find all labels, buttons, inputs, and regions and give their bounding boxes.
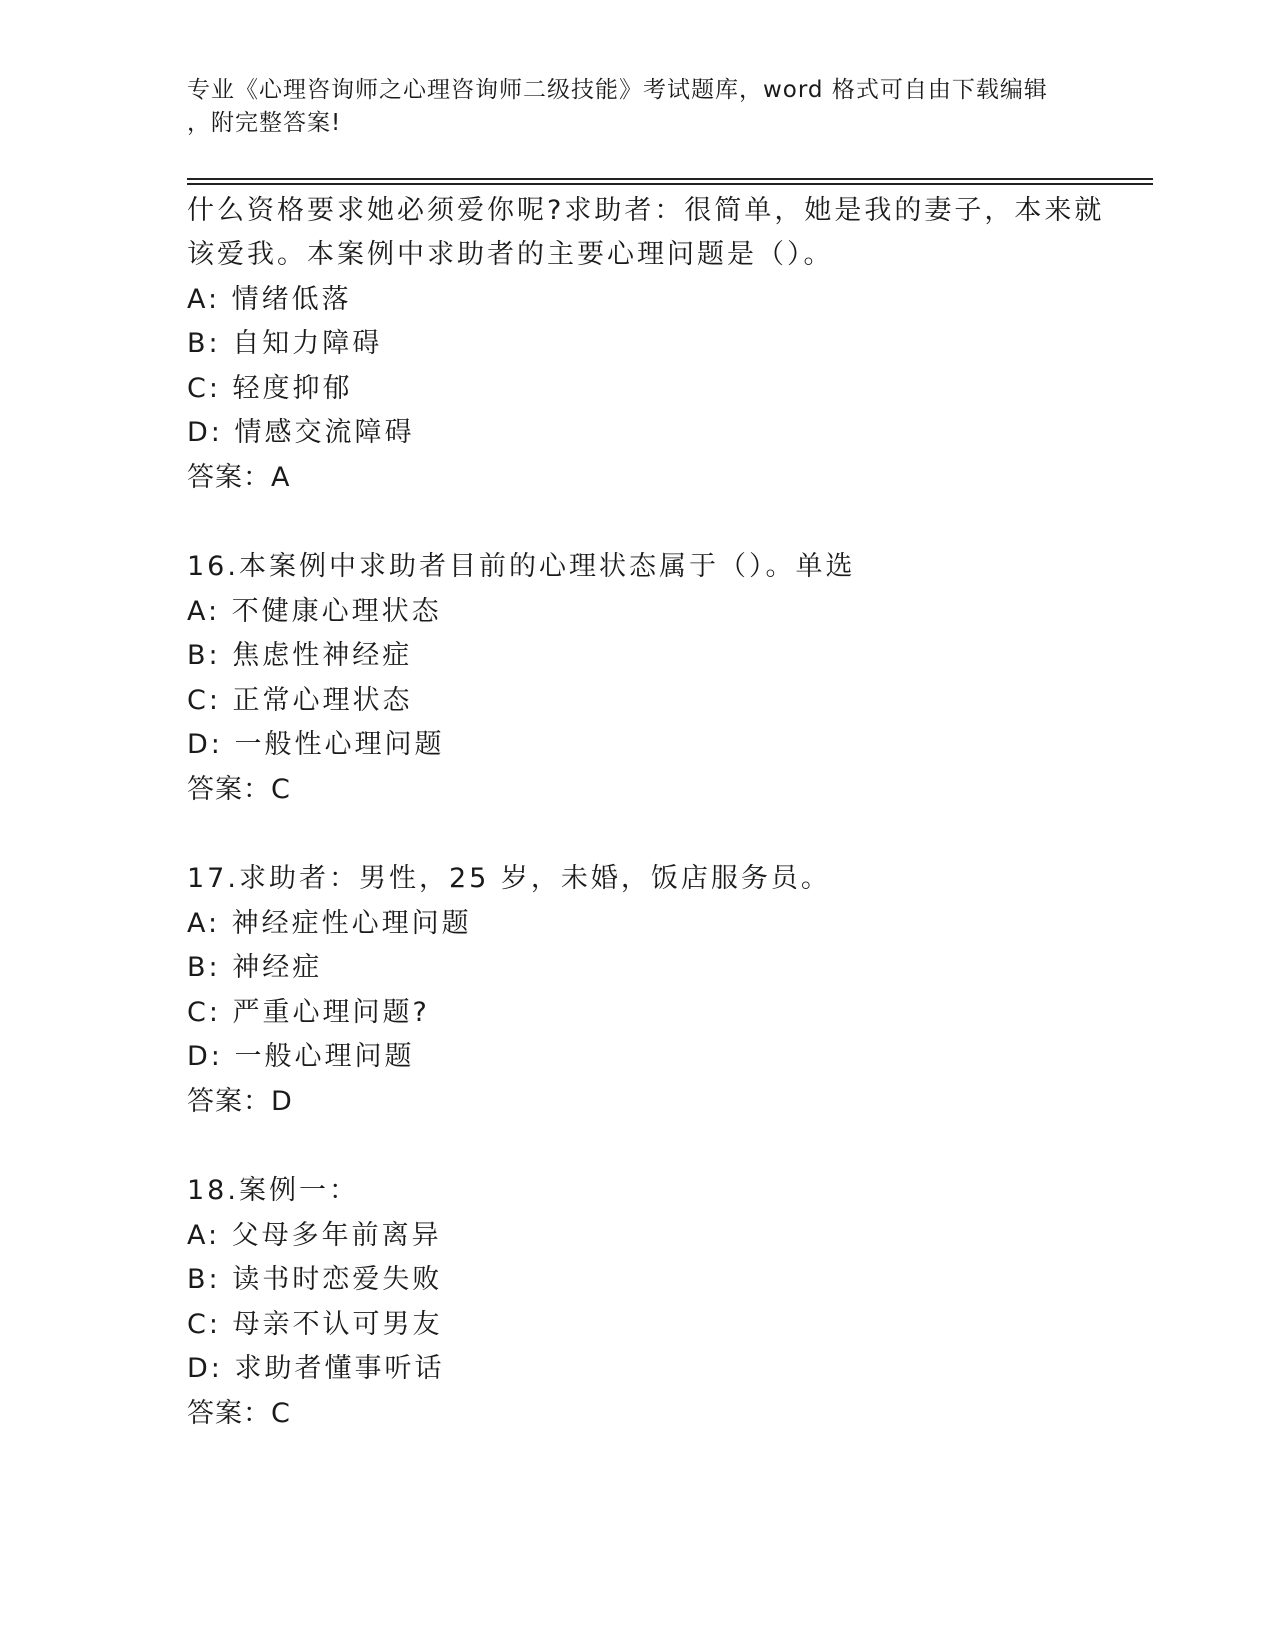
question-15-option-a: A: 情绪低落: [187, 284, 352, 315]
question-18-stem: 18.案例一：: [187, 1175, 359, 1206]
header-divider-top: [187, 178, 1153, 180]
question-17-option-d: D: 一般心理问题: [187, 1041, 415, 1072]
question-17-option-b: B: 神经症: [187, 952, 323, 983]
question-18-answer: 答案：C: [187, 1398, 291, 1429]
header-line-1: 专业《心理咨询师之心理咨询师二级技能》考试题库，word 格式可自由下载编辑: [187, 77, 1048, 103]
question-18-option-b: B: 读书时恋爱失败: [187, 1264, 443, 1295]
question-16-option-d: D: 一般性心理问题: [187, 729, 445, 760]
question-15-option-b: B: 自知力障碍: [187, 328, 383, 359]
question-17-answer: 答案：D: [187, 1086, 293, 1117]
question-15-option-d: D: 情感交流障碍: [187, 417, 415, 448]
question-16-option-c: C: 正常心理状态: [187, 685, 413, 716]
question-15-answer: 答案：A: [187, 462, 291, 493]
question-15-option-c: C: 轻度抑郁: [187, 373, 353, 404]
question-15-text-line-1: 什么资格要求她必须爱你呢?求助者：很简单，她是我的妻子，本来就: [187, 195, 1105, 226]
header-divider-bottom: [187, 183, 1153, 185]
question-18-option-a: A: 父母多年前离异: [187, 1220, 442, 1251]
question-17-stem: 17.求助者：男性，25 岁，未婚，饭店服务员。: [187, 863, 831, 894]
question-16-option-b: B: 焦虑性神经症: [187, 640, 413, 671]
question-16-option-a: A: 不健康心理状态: [187, 596, 442, 627]
question-16-answer: 答案：C: [187, 774, 291, 805]
question-18-option-c: C: 母亲不认可男友: [187, 1309, 443, 1340]
question-16-stem: 16.本案例中求助者目前的心理状态属于（）。单选: [187, 551, 856, 582]
header-line-2: ，附完整答案!: [187, 110, 342, 136]
question-18-option-d: D: 求助者懂事听话: [187, 1353, 445, 1384]
question-17-option-a: A: 神经症性心理问题: [187, 908, 472, 939]
question-15-text-line-2: 该爱我。本案例中求助者的主要心理问题是（）。: [187, 239, 834, 270]
question-17-option-c: C: 严重心理问题?: [187, 997, 430, 1028]
document-header: [187, 74, 1087, 140]
